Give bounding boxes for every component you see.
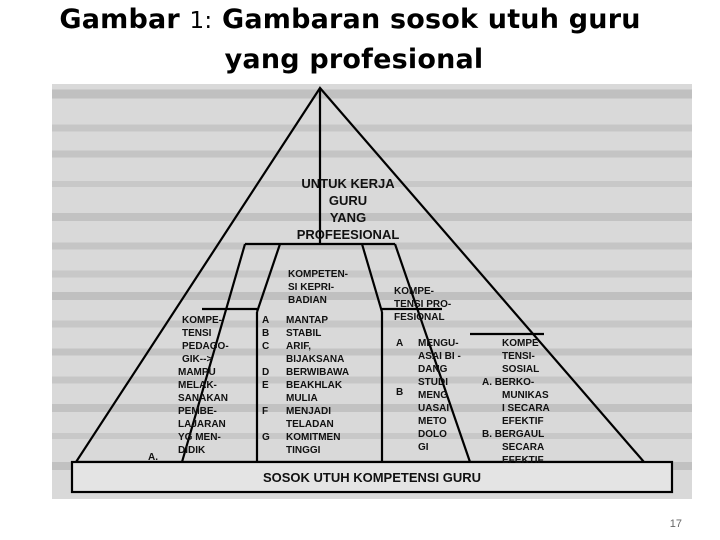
kepribadian-line-2: SI KEPRI- xyxy=(288,282,335,293)
kepribadian-item: KOMITMEN xyxy=(286,432,341,443)
sosial-line: SECARA xyxy=(502,442,545,453)
sosial-line: EFEKTIF xyxy=(502,416,544,427)
page-number: 17 xyxy=(669,518,682,530)
title-rest: Gambaran sosok utuh guru xyxy=(221,4,641,35)
pedagogik-line: KOMPE- xyxy=(182,315,222,326)
background-page-text xyxy=(52,84,692,499)
kepribadian-letter: G xyxy=(262,432,270,443)
profesional-item: METO xyxy=(418,416,447,427)
pedagogik-line: TENSI xyxy=(182,328,212,339)
kepribadian-letter: F xyxy=(262,406,269,417)
pedagogik-line: DIDIK xyxy=(178,445,206,456)
kepribadian-item: STABIL xyxy=(286,328,322,339)
pedagogik-line: PEDAGO- xyxy=(182,341,229,352)
kepribadian-item: BERWIBAWA xyxy=(286,367,350,378)
kepribadian-item: MANTAP xyxy=(286,315,329,326)
profesional-letter: B xyxy=(396,387,404,398)
slide-title-line-1 xyxy=(0,4,710,35)
slide-title-line-2: yang profesional xyxy=(224,44,484,75)
profesional-item: MENG xyxy=(418,390,448,401)
kepribadian-line-3: BADIAN xyxy=(288,295,327,306)
profesional-item: UASAI xyxy=(418,403,450,414)
profesional-item: ASAI BI - xyxy=(418,351,461,362)
kepribadian-letter: B xyxy=(262,328,270,339)
apex-line-1: UNTUK KERJA xyxy=(301,176,395,191)
profesional-line-2: TENSI PRO- xyxy=(394,299,452,310)
profesional-item: DOLO xyxy=(418,429,447,440)
kepribadian-letter: E xyxy=(262,380,269,391)
sosial-line: TENSI- xyxy=(502,351,535,362)
sosial-line: A. BERKO- xyxy=(482,377,535,388)
kepribadian-item: BEAKHLAK xyxy=(286,380,343,391)
sosial-line: KOMPE xyxy=(502,338,539,349)
profesional-item: MENGU- xyxy=(418,338,459,349)
kepribadian-item: BIJAKSANA xyxy=(286,354,345,365)
pedagogik-line: MAMPU xyxy=(178,367,216,378)
sosial-line: EFEKTIF xyxy=(502,455,544,466)
apex-line-2: GURU xyxy=(328,193,368,208)
apex-line-4: PROFEESIONAL xyxy=(296,227,400,242)
pedagogik-line: YG MEN- xyxy=(178,432,221,443)
base-label: SOSOK UTUH KOMPETENSI GURU xyxy=(262,470,482,485)
pedagogik-line: SANAKAN xyxy=(178,393,228,404)
kepribadian-letter: A xyxy=(262,315,270,326)
profesional-letter: A xyxy=(396,338,404,349)
pedagogik-marker: A. xyxy=(148,452,158,463)
sosial-line: SOSIAL xyxy=(502,364,540,375)
kepribadian-item: ARIF, xyxy=(286,341,311,352)
title-number: 1: xyxy=(189,8,213,34)
kepribadian-item: MENJADI xyxy=(286,406,332,417)
competency-pyramid-diagram xyxy=(52,84,692,499)
pedagogik-line: LAJARAN xyxy=(178,419,226,430)
profesional-item: GI xyxy=(418,442,429,453)
sosial-line: MUNIKAS xyxy=(502,390,549,401)
kepribadian-item: TINGGI xyxy=(286,445,321,456)
kepribadian-letter: C xyxy=(262,341,270,352)
profesional-line-3: FESIONAL xyxy=(394,312,445,323)
scanned-diagram-image xyxy=(52,84,692,499)
profesional-item: STUDI xyxy=(418,377,448,388)
kepribadian-line-1: KOMPETEN- xyxy=(288,269,348,280)
title-prefix: Gambar xyxy=(59,4,180,35)
pedagogik-line: MELAK- xyxy=(178,380,217,391)
kepribadian-letter: D xyxy=(262,367,270,378)
kepribadian-item: MULIA xyxy=(286,393,318,404)
pedagogik-line: GIK--> xyxy=(182,354,213,365)
pedagogik-line: PEMBE- xyxy=(178,406,217,417)
profesional-item: DANG xyxy=(418,364,448,375)
sosial-line: B. BERGAUL xyxy=(482,429,545,440)
kepribadian-item: TELADAN xyxy=(286,419,334,430)
sosial-line: I SECARA xyxy=(502,403,550,414)
apex-line-3: YANG xyxy=(329,210,367,225)
profesional-line-1: KOMPE- xyxy=(394,286,434,297)
